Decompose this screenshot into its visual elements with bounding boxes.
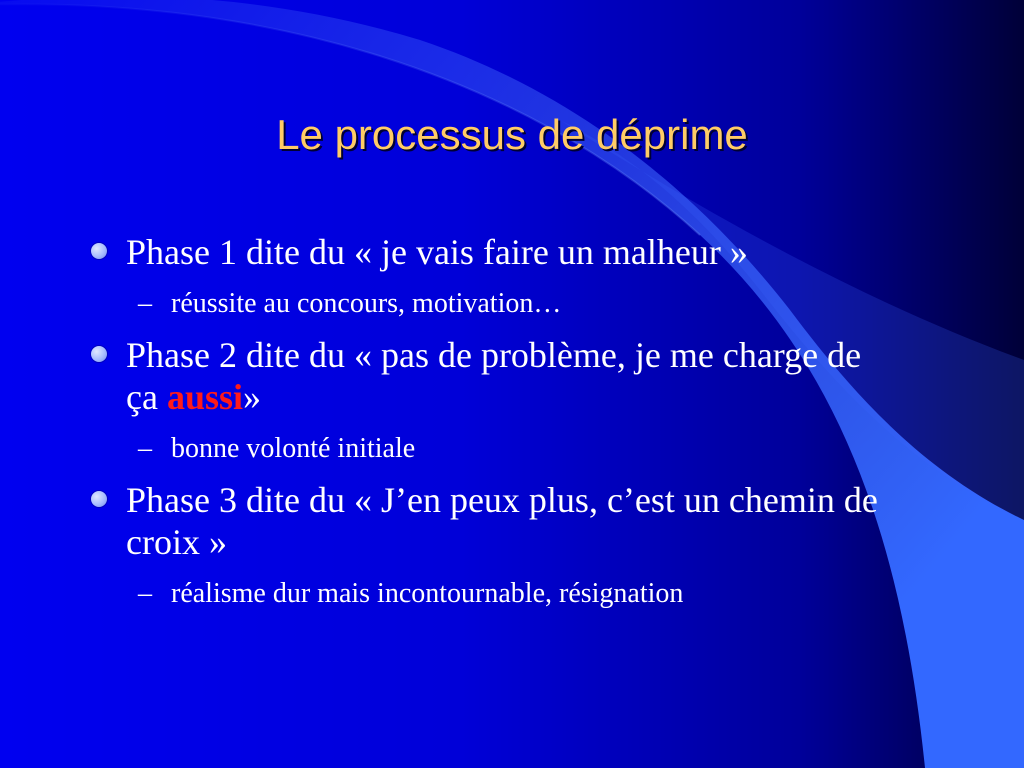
bullet-item-1 (89, 231, 889, 322)
sub-bullet-row (89, 431, 889, 467)
bullet-text-row (89, 334, 889, 418)
bullet-text-row (89, 479, 889, 563)
slide-title: Le processus de déprime (276, 111, 748, 158)
bullet-list (89, 231, 889, 612)
bullet-text: Phase 3 dite du « J’en peux plus, c’est un chemin de croix » (126, 480, 878, 562)
bullet-item-2 (89, 334, 889, 467)
bullet-dot-icon (91, 243, 107, 259)
bullet-text-part-1: Phase 2 dite du « pas de problème, je me charge de ça (126, 335, 862, 417)
bullet-text: Phase 1 dite du « je vais faire un malheur » (126, 232, 748, 272)
bullet-dot-icon (91, 491, 107, 507)
sub-bullet-text: réussite au concours, motivation… (171, 288, 562, 319)
bullet-item-3 (89, 479, 889, 612)
sub-bullet-text: réalisme dur mais incontournable, résignation (171, 578, 684, 609)
highlight-word: aussi (166, 377, 244, 417)
sub-bullet-row (89, 576, 889, 612)
bullet-text-row (89, 231, 889, 273)
dash-icon: – (138, 578, 152, 609)
sub-bullet-row (89, 286, 889, 322)
dash-icon: – (138, 433, 152, 464)
sub-bullet-text: bonne volonté initiale (171, 433, 416, 464)
bullet-dot-icon (91, 346, 107, 362)
dash-icon: – (138, 288, 152, 319)
bullet-text-part-2: » (243, 377, 262, 417)
